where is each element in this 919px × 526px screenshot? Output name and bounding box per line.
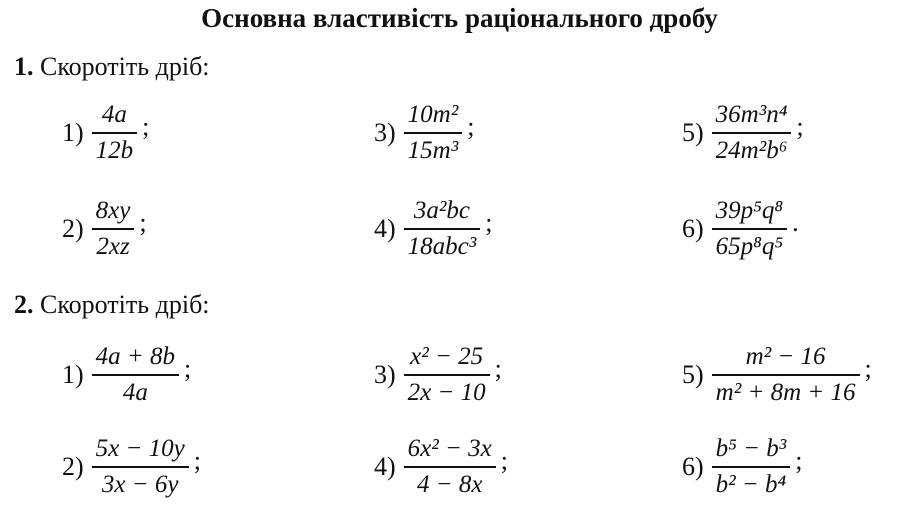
fraction-numerator: 4a [101,101,127,128]
fraction-bar [712,466,791,468]
item-punctuation: ; [193,446,201,475]
fraction-denominator: 24m²b⁶ [715,137,788,164]
item-label: 1) [62,360,84,389]
exercise-2-item-3 [374,342,502,408]
exercise-2-number: 2. [14,290,34,319]
item-punctuation: ; [795,446,803,475]
fraction-denominator: m² + 8m + 16 [715,379,856,406]
item-punctuation: ; [485,208,493,237]
fraction-bar [92,132,138,134]
exercise-1-item-2 [62,196,147,262]
item-label: 2) [62,214,84,243]
item-punctuation: ; [184,354,192,383]
fraction-numerator: 3a²bc [413,197,471,224]
exercise-1-instruction: Скоротіть дріб: [40,52,210,81]
fraction-bar [712,132,792,134]
fraction-numerator: 4a + 8b [95,343,176,370]
fraction [712,434,791,500]
item-label: 3) [374,118,396,147]
exercise-1-item-5 [682,100,804,166]
page-title: Основна властивість раціонального дробу [201,3,718,33]
fraction [404,342,490,408]
item-label: 4) [374,452,396,481]
item-punctuation: ; [467,112,475,141]
fraction [404,434,496,500]
fraction-bar [92,466,189,468]
fraction [404,100,463,166]
fraction-bar [404,228,481,230]
fraction-bar [92,374,179,376]
item-label: 1) [62,118,84,147]
fraction-denominator: 3x − 6y [101,471,179,498]
fraction [92,100,138,166]
item-punctuation: ; [139,208,147,237]
exercise-2-item-4 [374,434,508,500]
exercise-2-instruction: Скоротіть дріб: [40,290,210,319]
fraction-bar [404,132,463,134]
item-label: 6) [682,452,704,481]
fraction [92,342,179,408]
exercise-1-item-6 [682,196,799,262]
fraction-denominator: 18abc³ [407,233,477,260]
fraction [92,196,135,262]
fraction-numerator: m² − 16 [745,343,826,370]
fraction-denominator: b² − b⁴ [715,471,787,498]
item-label: 2) [62,452,84,481]
item-label: 5) [682,118,704,147]
item-punctuation: . [792,208,799,237]
fraction-denominator: 65p⁸q⁵ [715,233,784,260]
fraction [712,100,792,166]
exercise-2-item-1 [62,342,191,408]
exercise-1-item-1 [62,100,149,166]
fraction-denominator: 15m³ [407,137,459,164]
fraction-bar [712,228,787,230]
exercise-2-item-2 [62,434,201,500]
fraction-denominator: 2x − 10 [407,379,486,406]
item-punctuation: ; [494,354,502,383]
fraction-denominator: 12b [95,137,134,164]
fraction-bar [92,228,135,230]
exercise-1-item-4 [374,196,493,262]
exercise-1-heading [14,52,210,82]
fraction-numerator: 10m² [407,101,459,128]
fraction-bar [712,374,860,376]
fraction-bar [404,466,496,468]
item-label: 3) [374,360,396,389]
item-punctuation: ; [864,354,872,383]
fraction-numerator: 6x² − 3x [407,435,492,462]
fraction-numerator: 39p⁵q⁸ [715,197,784,224]
exercise-2-item-6 [682,434,802,500]
item-punctuation: ; [142,112,150,141]
item-punctuation: ; [796,112,804,141]
fraction [92,434,189,500]
fraction-numerator: 8xy [95,197,131,224]
fraction-denominator: 2xz [96,233,130,260]
fraction-denominator: 4 − 8x [416,471,483,498]
fraction-numerator: 5x − 10y [95,435,185,462]
fraction-numerator: x² − 25 [410,343,484,370]
fraction-denominator: 4a [122,379,148,406]
exercise-1-number: 1. [14,52,34,81]
item-punctuation: ; [500,446,508,475]
fraction [404,196,481,262]
fraction-bar [404,374,490,376]
exercise-2-heading [14,290,210,320]
item-label: 6) [682,214,704,243]
item-label: 4) [374,214,396,243]
fraction-numerator: 36m³n⁴ [715,101,788,128]
exercise-2-item-5 [682,342,872,408]
fraction [712,196,787,262]
fraction-numerator: b⁵ − b³ [715,435,787,462]
fraction [712,342,860,408]
item-label: 5) [682,360,704,389]
exercise-1-item-3 [374,100,474,166]
